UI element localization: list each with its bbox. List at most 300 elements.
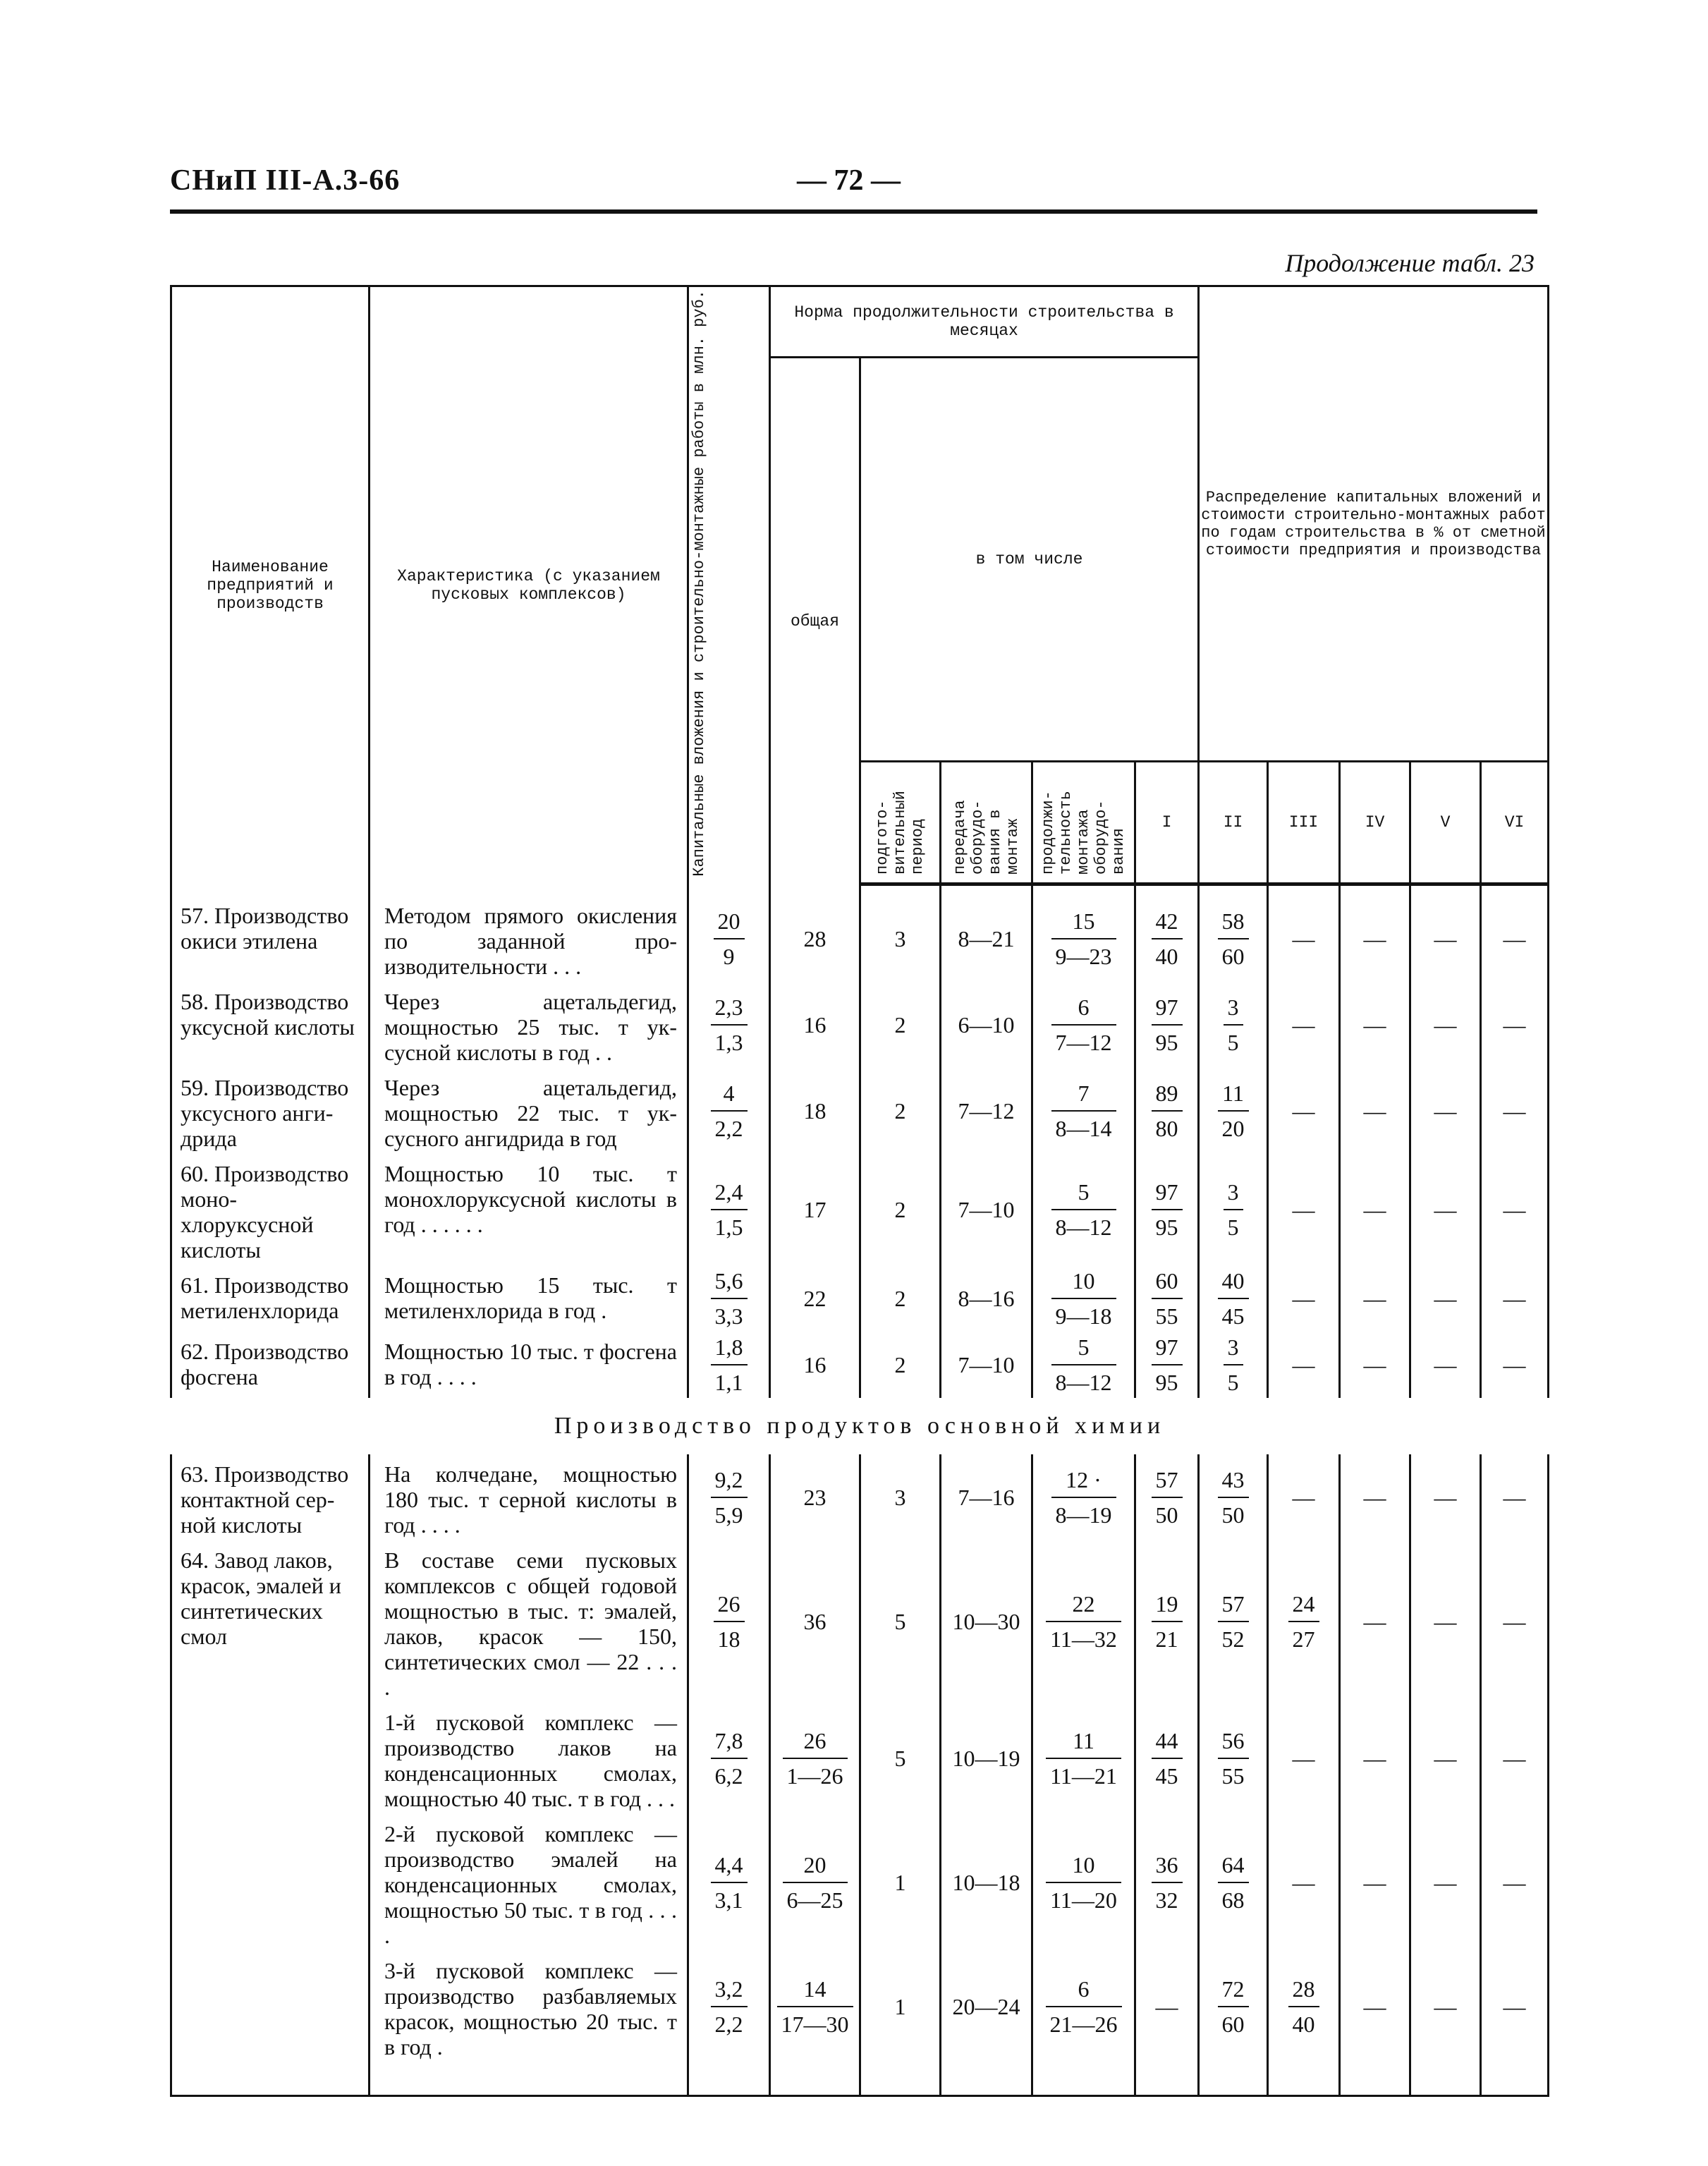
cell-y6: —: [1481, 1951, 1549, 2096]
cell-total: 36: [770, 1540, 860, 1703]
cell-cap: [688, 1068, 770, 1154]
fraction-denominator: 68: [1221, 1887, 1245, 1913]
cell-y6: —: [1481, 1068, 1549, 1154]
header-year-4: IV: [1340, 762, 1410, 884]
cell-transfer: 8—21: [941, 896, 1032, 982]
table-continuation-label: Продолжение табл. 23: [1285, 249, 1535, 277]
fraction-numerator: 6: [1051, 994, 1116, 1026]
cell-name: 64. Завод лаков, красок, эмалей и синтетических смол: [171, 1540, 370, 1703]
cell-total: 22: [770, 1265, 860, 1332]
cell-y5: —: [1410, 896, 1481, 982]
table-row: [171, 1540, 1549, 1703]
cell-prep: 3: [860, 1454, 941, 1540]
cell-prep: 2: [860, 1265, 941, 1332]
fraction-denominator: 40: [1292, 2012, 1315, 2038]
fraction: [777, 1976, 853, 2037]
cell-name: [171, 1703, 370, 1814]
cell-characteristic: В составе семи пусковых комплексов с общей годовой мощностью в тыс. т: эмалей, лаков, красок — 150, синтетических смол — 22 . . . .: [370, 1540, 688, 1703]
cell-y6: —: [1481, 1540, 1549, 1703]
cell-total: [770, 1703, 860, 1814]
cell-prep: 2: [860, 982, 941, 1068]
fraction-numerator: 4: [711, 1081, 748, 1112]
cell-y4: —: [1340, 982, 1410, 1068]
fraction-denominator: 7—12: [1055, 1030, 1112, 1056]
cell-prep: 5: [860, 1540, 941, 1703]
header-prep-period: подготовительный период: [860, 762, 941, 884]
cell-y6: —: [1481, 1814, 1549, 1951]
header-total: общая: [770, 358, 860, 884]
fraction-numerator: 72: [1218, 1976, 1249, 2007]
header-rule: [170, 209, 1537, 214]
cell-total: [770, 1814, 860, 1951]
cell-y6: —: [1481, 1154, 1549, 1265]
cell-prep: 2: [860, 1154, 941, 1265]
cell-y6: —: [1481, 1454, 1549, 1540]
cell-cap: [688, 1332, 770, 1398]
cell-y4: —: [1340, 896, 1410, 982]
fraction-denominator: 17—30: [781, 2012, 849, 2038]
fraction-numerator: 60: [1152, 1268, 1183, 1299]
fraction-numerator: 97: [1152, 1179, 1183, 1210]
header-equipment-transfer: передача оборудования в монтаж: [941, 762, 1032, 884]
cell-y2: [1199, 1540, 1268, 1703]
fraction-numerator: 5,6: [711, 1268, 748, 1299]
data-table: [170, 285, 1549, 2097]
fraction: [1218, 1976, 1249, 2037]
cell-characteristic: На колчедане, мощностью 180 тыс. т серной кислоты в год . . . .: [370, 1454, 688, 1540]
fraction: [1152, 908, 1183, 969]
cell-y2: [1199, 1703, 1268, 1814]
fraction-numerator: 14: [777, 1976, 853, 2007]
cell-cap: [688, 1265, 770, 1332]
fraction: [1218, 1852, 1249, 1913]
cell-y5: —: [1410, 1951, 1481, 2096]
cell-cap: [688, 1154, 770, 1265]
fraction-denominator: 52: [1221, 1626, 1245, 1653]
cell-name: 63. Производство контактной серной кислоты: [171, 1454, 370, 1540]
cell-total: 16: [770, 1332, 860, 1398]
cell-y4: —: [1340, 1068, 1410, 1154]
fraction: [1046, 1728, 1121, 1789]
fraction-numerator: 57: [1152, 1467, 1183, 1498]
fraction-denominator: 6—25: [786, 1887, 843, 1913]
fraction-denominator: 95: [1155, 1030, 1178, 1056]
header-year-6: VI: [1481, 762, 1549, 884]
cell-name: 58. Производство уксусной кислоты: [171, 982, 370, 1068]
fraction-denominator: 27: [1292, 1626, 1315, 1653]
header-year-5: V: [1410, 762, 1481, 884]
fraction-denominator: 45: [1155, 1763, 1178, 1789]
fraction: [1218, 1728, 1249, 1789]
cell-prep: 5: [860, 1703, 941, 1814]
table-row: [171, 1068, 1549, 1154]
fraction: [711, 1081, 748, 1141]
cell-total: 28: [770, 896, 860, 982]
cell-y4: —: [1340, 1703, 1410, 1814]
cell-y6: —: [1481, 1332, 1549, 1398]
header-duration-norm: Норма продолжительности строительства в месяцах: [770, 286, 1199, 358]
table-row: [171, 1814, 1549, 1951]
fraction: [714, 1591, 745, 1652]
fraction-numerator: 44: [1152, 1728, 1183, 1759]
fraction-denominator: 55: [1155, 1303, 1178, 1330]
cell-name: [171, 1951, 370, 2096]
fraction: [1152, 1591, 1183, 1652]
cell-cap: [688, 1454, 770, 1540]
header-year-3: III: [1268, 762, 1340, 884]
cell-prep: 1: [860, 1951, 941, 2096]
cell-prep: 2: [860, 1332, 941, 1398]
fraction-denominator: 8—14: [1055, 1116, 1112, 1142]
fraction-numerator: 19: [1152, 1591, 1183, 1622]
fraction: [1218, 1467, 1249, 1528]
fraction-numerator: 56: [1218, 1728, 1249, 1759]
cell-y6: —: [1481, 1265, 1549, 1332]
header-characteristic: Характеристика (с указанием пусковых комплексов): [370, 286, 688, 884]
cell-install: [1032, 1332, 1135, 1398]
fraction: [1046, 1976, 1122, 2037]
header-year-2: II: [1199, 762, 1268, 884]
cell-install: [1032, 1454, 1135, 1540]
fraction: [1218, 1591, 1249, 1652]
fraction-denominator: 1,1: [714, 1370, 743, 1396]
fraction-numerator: 40: [1218, 1268, 1249, 1299]
cell-y3: —: [1268, 1332, 1340, 1398]
table-row: [171, 1703, 1549, 1814]
fraction-numerator: 6: [1046, 1976, 1122, 2007]
cell-y1: [1135, 1265, 1199, 1332]
fraction-denominator: 21—26: [1049, 2012, 1118, 2038]
fraction: [1152, 1467, 1183, 1528]
cell-transfer: 10—19: [941, 1703, 1032, 1814]
fraction: [711, 994, 748, 1055]
cell-y4: —: [1340, 1265, 1410, 1332]
fraction: [711, 1179, 748, 1240]
cell-install: [1032, 982, 1135, 1068]
cell-total: 18: [770, 1068, 860, 1154]
cell-y1: [1135, 1454, 1199, 1540]
cell-y5: —: [1410, 1265, 1481, 1332]
cell-y3: [1268, 1540, 1340, 1703]
fraction: [711, 1467, 748, 1528]
cell-install: [1032, 1154, 1135, 1265]
cell-y1: —: [1135, 1951, 1199, 2096]
cell-cap: [688, 982, 770, 1068]
fraction: [711, 1728, 748, 1789]
fraction-numerator: 36: [1152, 1852, 1183, 1883]
fraction-numerator: 26: [714, 1591, 745, 1622]
fraction-denominator: 11—21: [1050, 1763, 1117, 1789]
cell-y2: [1199, 1068, 1268, 1154]
cell-y3: —: [1268, 1814, 1340, 1951]
cell-y5: —: [1410, 1703, 1481, 1814]
cell-prep: 3: [860, 896, 941, 982]
cell-characteristic: 3-й пусковой комплекс — производство разбавляемых красок, мощностью 20 тыс. т в год .: [370, 1951, 688, 2096]
fraction: [1051, 1081, 1116, 1141]
cell-y2: [1199, 1265, 1268, 1332]
cell-transfer: 7—16: [941, 1454, 1032, 1540]
table-row: [171, 1154, 1549, 1265]
cell-y5: —: [1410, 982, 1481, 1068]
fraction-denominator: 9—18: [1055, 1303, 1112, 1330]
cell-y3: —: [1268, 1454, 1340, 1540]
fraction-denominator: 3,3: [714, 1303, 743, 1330]
fraction: [1224, 994, 1243, 1055]
cell-y1: [1135, 896, 1199, 982]
fraction-numerator: 28: [1288, 1976, 1319, 2007]
fraction-numerator: 12 ·: [1051, 1467, 1116, 1498]
fraction-numerator: 5: [1051, 1179, 1116, 1210]
table-row: [171, 1454, 1549, 1540]
cell-y5: —: [1410, 1332, 1481, 1398]
cell-characteristic: Мощностью 10 тыс. т фосгена в год . . . .: [370, 1332, 688, 1398]
cell-y4: —: [1340, 1540, 1410, 1703]
fraction-numerator: 2,3: [711, 994, 748, 1026]
fraction: [1224, 1334, 1243, 1395]
fraction-denominator: 8—19: [1055, 1502, 1112, 1528]
fraction: [711, 1268, 748, 1329]
cell-y5: —: [1410, 1068, 1481, 1154]
fraction-numerator: 20: [714, 908, 745, 939]
cell-transfer: 10—18: [941, 1814, 1032, 1951]
cell-y4: —: [1340, 1154, 1410, 1265]
cell-name: 59. Производство уксусного ангидрида: [171, 1068, 370, 1154]
document-code: СНиП III-А.3-66: [170, 164, 401, 197]
fraction-numerator: 11: [1218, 1081, 1249, 1112]
fraction-denominator: 80: [1155, 1116, 1178, 1142]
fraction-denominator: 1—26: [786, 1763, 843, 1789]
section-title: Производство продуктов основной химии: [554, 1413, 1166, 1440]
cell-total: [770, 1951, 860, 2096]
header-installation-duration: продолжительность монтажа оборудования: [1032, 762, 1135, 884]
cell-transfer: 7—10: [941, 1154, 1032, 1265]
fraction-denominator: 45: [1221, 1303, 1245, 1330]
header-year-1: I: [1135, 762, 1199, 884]
cell-name: [171, 1814, 370, 1951]
fraction-denominator: 8—12: [1055, 1370, 1112, 1396]
fraction-numerator: 20: [783, 1852, 848, 1883]
fraction-denominator: 11—20: [1050, 1887, 1117, 1913]
cell-y3: —: [1268, 1265, 1340, 1332]
cell-y2: [1199, 982, 1268, 1068]
cell-y5: —: [1410, 1814, 1481, 1951]
fraction-denominator: 50: [1155, 1502, 1178, 1528]
fraction: [1046, 1591, 1121, 1652]
fraction-denominator: 1,5: [714, 1215, 743, 1241]
fraction-denominator: 40: [1155, 944, 1178, 970]
cell-characteristic: Мощностью 10 тыс. т монохлоруксусной кислоты в год . . . . . .: [370, 1154, 688, 1265]
fraction-denominator: 95: [1155, 1215, 1178, 1241]
fraction-numerator: 3,2: [711, 1976, 748, 2007]
cell-y5: —: [1410, 1540, 1481, 1703]
cell-y2: [1199, 1454, 1268, 1540]
cell-y1: [1135, 1703, 1199, 1814]
cell-total: 17: [770, 1154, 860, 1265]
cell-cap: [688, 1703, 770, 1814]
cell-transfer: 6—10: [941, 982, 1032, 1068]
cell-characteristic: 2-й пусковой комплекс — производство эмалей на конденсационных смолах, мощностью 50 тыс. т в год . . . .: [370, 1814, 688, 1951]
cell-cap: [688, 1814, 770, 1951]
fraction: [1152, 1334, 1183, 1395]
cell-y3: —: [1268, 1154, 1340, 1265]
fraction: [714, 908, 745, 969]
fraction-denominator: 32: [1155, 1887, 1178, 1913]
table-row: [171, 1332, 1549, 1398]
cell-y3: —: [1268, 1703, 1340, 1814]
fraction-numerator: 97: [1152, 994, 1183, 1026]
cell-y4: —: [1340, 1814, 1410, 1951]
header-capital: Капитальные вложения и строительно-монтажные работы в млн. руб.: [688, 286, 770, 884]
fraction: [1218, 908, 1249, 969]
cell-y1: [1135, 1540, 1199, 1703]
cell-y4: —: [1340, 1454, 1410, 1540]
fraction-numerator: 15: [1051, 908, 1116, 939]
table-body: [171, 884, 1549, 2096]
fraction: [1051, 1334, 1116, 1395]
cell-y6: —: [1481, 1703, 1549, 1814]
fraction: [1051, 908, 1116, 969]
cell-prep: 2: [860, 1068, 941, 1154]
fraction: [1218, 1268, 1249, 1329]
fraction: [1152, 994, 1183, 1055]
fraction: [1224, 1179, 1243, 1240]
cell-characteristic: Методом прямого окисления по заданной производительности . . .: [370, 896, 688, 982]
fraction-numerator: 43: [1218, 1467, 1249, 1498]
fraction-denominator: 1,3: [714, 1030, 743, 1056]
fraction-numerator: 97: [1152, 1334, 1183, 1365]
cell-y1: [1135, 1068, 1199, 1154]
fraction: [1051, 1268, 1116, 1329]
fraction: [783, 1852, 848, 1913]
fraction-numerator: 7: [1051, 1081, 1116, 1112]
fraction-denominator: 50: [1221, 1502, 1245, 1528]
cell-transfer: 8—16: [941, 1265, 1032, 1332]
cell-y2: [1199, 1951, 1268, 2096]
fraction: [1152, 1268, 1183, 1329]
cell-install: [1032, 1540, 1135, 1703]
table-row: [171, 1265, 1549, 1332]
cell-install: [1032, 1265, 1135, 1332]
fraction: [1152, 1081, 1183, 1141]
cell-y3: —: [1268, 1068, 1340, 1154]
cell-y5: —: [1410, 1454, 1481, 1540]
fraction-denominator: 8—12: [1055, 1215, 1112, 1241]
fraction: [711, 1852, 748, 1913]
fraction-denominator: 2,2: [714, 1116, 743, 1142]
cell-y4: —: [1340, 1332, 1410, 1398]
fraction-denominator: 11—32: [1050, 1626, 1117, 1653]
cell-install: [1032, 1068, 1135, 1154]
cell-y5: —: [1410, 1154, 1481, 1265]
fraction-numerator: 7,8: [711, 1728, 748, 1759]
fraction: [1152, 1179, 1183, 1240]
cell-install: [1032, 1814, 1135, 1951]
fraction-numerator: 9,2: [711, 1467, 748, 1498]
fraction-denominator: 5: [1227, 1030, 1239, 1056]
cell-total: 16: [770, 982, 860, 1068]
fraction-denominator: 21: [1155, 1626, 1178, 1653]
cell-cap: [688, 1951, 770, 2096]
cell-y2: [1199, 896, 1268, 982]
cell-y4: —: [1340, 1951, 1410, 2096]
fraction-numerator: 58: [1218, 908, 1249, 939]
fraction-numerator: 3: [1224, 1179, 1243, 1210]
cell-transfer: 7—12: [941, 1068, 1032, 1154]
cell-y1: [1135, 1154, 1199, 1265]
fraction: [1152, 1852, 1183, 1913]
fraction-numerator: 2,4: [711, 1179, 748, 1210]
cell-y6: —: [1481, 982, 1549, 1068]
fraction: [1152, 1728, 1183, 1789]
fraction-denominator: 9: [723, 944, 735, 970]
fraction-numerator: 4,4: [711, 1852, 748, 1883]
cell-transfer: 10—30: [941, 1540, 1032, 1703]
cell-prep: 1: [860, 1814, 941, 1951]
fraction-denominator: 5,9: [714, 1502, 743, 1528]
header-name: Наименование предприятий и производств: [171, 286, 370, 884]
table-row: [171, 982, 1549, 1068]
fraction: [1051, 994, 1116, 1055]
cell-y6: —: [1481, 896, 1549, 982]
fraction-numerator: 42: [1152, 908, 1183, 939]
fraction-numerator: 22: [1046, 1591, 1121, 1622]
fraction-numerator: 24: [1288, 1591, 1319, 1622]
fraction-numerator: 10: [1051, 1268, 1116, 1299]
fraction-numerator: 89: [1152, 1081, 1183, 1112]
cell-y1: [1135, 1814, 1199, 1951]
fraction-denominator: 95: [1155, 1370, 1178, 1396]
cell-y2: [1199, 1814, 1268, 1951]
cell-install: [1032, 896, 1135, 982]
cell-characteristic: 1-й пусковой комплекс — производство лаков на конденсационных смолах, мощностью 40 тыс. т в год . . .: [370, 1703, 688, 1814]
fraction: [1218, 1081, 1249, 1141]
fraction-denominator: 9—23: [1055, 944, 1112, 970]
fraction: [1288, 1976, 1319, 2037]
fraction-numerator: 10: [1046, 1852, 1121, 1883]
fraction-numerator: 5: [1051, 1334, 1116, 1365]
fraction-denominator: 2,2: [714, 2012, 743, 2038]
cell-name: 61. Производство метиленхлорида: [171, 1265, 370, 1332]
fraction-denominator: 20: [1221, 1116, 1245, 1142]
fraction-numerator: 1,8: [711, 1334, 748, 1365]
fraction-denominator: 5: [1227, 1370, 1239, 1396]
cell-y1: [1135, 1332, 1199, 1398]
fraction-denominator: 60: [1221, 944, 1245, 970]
fraction-denominator: 3,1: [714, 1887, 743, 1913]
table-row: [171, 1951, 1549, 2096]
fraction-numerator: 57: [1218, 1591, 1249, 1622]
cell-name: 57. Производство окиси этилена: [171, 896, 370, 982]
cell-characteristic: Через ацетальдегид, мощностью 22 тыс. т уксусного ангидрида в год: [370, 1068, 688, 1154]
fraction-numerator: 3: [1224, 1334, 1243, 1365]
fraction: [1288, 1591, 1319, 1652]
fraction-denominator: 5: [1227, 1215, 1239, 1241]
header-distribution: Распределение капитальных вложений и стоимости строительно-монтажных работ по годам строительства в % от сметной стоимости предприятия и производства: [1199, 286, 1549, 762]
fraction: [1046, 1852, 1121, 1913]
cell-y2: [1199, 1332, 1268, 1398]
fraction: [783, 1728, 848, 1789]
cell-total: 23: [770, 1454, 860, 1540]
fraction-denominator: 60: [1221, 2012, 1245, 2038]
cell-install: [1032, 1703, 1135, 1814]
cell-y2: [1199, 1154, 1268, 1265]
fraction-numerator: 3: [1224, 994, 1243, 1026]
fraction: [1051, 1179, 1116, 1240]
fraction-numerator: 11: [1046, 1728, 1121, 1759]
fraction-denominator: 55: [1221, 1763, 1245, 1789]
fraction-denominator: 18: [717, 1626, 740, 1653]
page-number: — 72 —: [797, 164, 901, 197]
